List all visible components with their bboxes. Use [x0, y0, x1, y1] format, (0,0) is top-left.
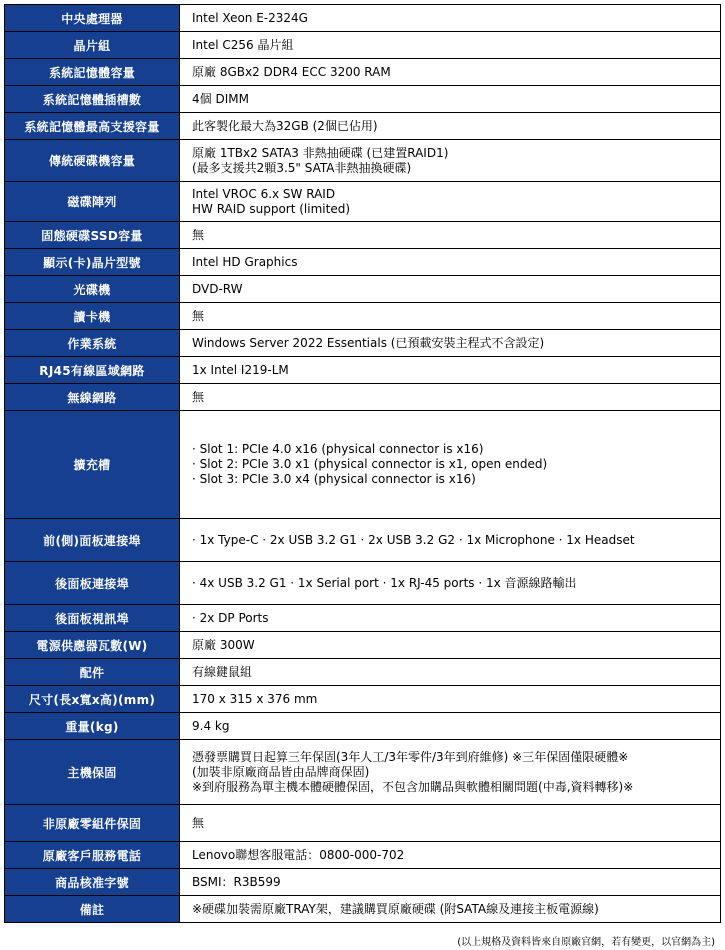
- spec-value: [180, 222, 721, 249]
- spec-value: [180, 896, 721, 923]
- spec-value: [180, 713, 721, 740]
- spec-label: 晶片組: [5, 32, 180, 59]
- spec-label: 系統記憶體最高支援容量: [5, 113, 180, 140]
- spec-value-line: 原廠 8GBx2 DDR4 ECC 3200 RAM: [192, 64, 391, 79]
- spec-value-line: · Slot 2: PCIe 3.0 x1 (physical connector is x1, open ended): [192, 457, 548, 471]
- spec-value: [180, 86, 721, 113]
- spec-value-line: DVD-RW: [192, 281, 243, 296]
- spec-row: [5, 713, 721, 740]
- spec-value-line: ※到府服務為單主機本體硬體保固，不包含加購品與軟體相關問題(中毒,資料轉移)※: [192, 779, 634, 794]
- spec-label: 前(側)面板連接埠: [5, 519, 180, 562]
- spec-value: [180, 303, 721, 330]
- spec-table: [4, 4, 721, 923]
- spec-value: [180, 249, 721, 276]
- spec-value-line: · 1x Type-C · 2x USB 3.2 G1 · 2x USB 3.2 G2 · 1x Microphone · 1x Headset: [192, 532, 635, 547]
- spec-row: [5, 805, 721, 842]
- spec-value-line: 有線鍵鼠組: [192, 664, 253, 679]
- spec-label: 原廠客戶服務電話: [5, 842, 180, 869]
- spec-row: [5, 32, 721, 59]
- spec-row: [5, 113, 721, 140]
- spec-row: [5, 140, 721, 182]
- spec-value-line: Intel C256 晶片組: [192, 37, 294, 52]
- spec-label: 讀卡機: [5, 303, 180, 330]
- spec-label: 作業系統: [5, 330, 180, 357]
- spec-value: [180, 605, 721, 632]
- spec-value: [180, 59, 721, 86]
- spec-table-body: [5, 5, 721, 923]
- spec-value: [180, 113, 721, 140]
- spec-row: [5, 740, 721, 805]
- spec-row: [5, 842, 721, 869]
- spec-value-line: 170 x 315 x 376 mm: [192, 691, 318, 706]
- spec-label: 無線網路: [5, 384, 180, 411]
- spec-row: [5, 222, 721, 249]
- spec-label: 磁碟陣列: [5, 182, 180, 222]
- spec-label: 商品核准字號: [5, 869, 180, 896]
- spec-value-line: BSMI：R3B599: [192, 874, 281, 889]
- spec-value-line: 原廠 300W: [192, 637, 255, 652]
- spec-row: [5, 562, 721, 605]
- spec-value-line: Intel Xeon E-2324G: [192, 10, 308, 25]
- spec-row: [5, 182, 721, 222]
- spec-value: [180, 32, 721, 59]
- spec-value: [180, 632, 721, 659]
- spec-label: 後面板連接埠: [5, 562, 180, 605]
- spec-row: [5, 357, 721, 384]
- spec-value-line: 無: [192, 308, 205, 323]
- spec-label: 重量(kg): [5, 713, 180, 740]
- spec-label: 配件: [5, 659, 180, 686]
- spec-value: [180, 384, 721, 411]
- spec-value: [180, 519, 721, 562]
- spec-value: [180, 869, 721, 896]
- spec-value-line: 此客製化最大為32GB (2個已佔用): [192, 118, 378, 133]
- spec-value: [180, 411, 721, 519]
- spec-value-line: 憑發票購買日起算三年保固(3年人工/3年零件/3年到府維修) ※三年保固僅限硬體※: [192, 749, 629, 764]
- spec-value-line: Windows Server 2022 Essentials (已預載安裝主程式不含設定): [192, 335, 545, 350]
- spec-label: 擴充槽: [5, 411, 180, 519]
- spec-value: [180, 276, 721, 303]
- spec-label: RJ45有線區域網路: [5, 357, 180, 384]
- spec-row: [5, 303, 721, 330]
- spec-value-line: · 2x DP Ports: [192, 610, 269, 625]
- spec-value: [180, 140, 721, 182]
- spec-row: [5, 411, 721, 519]
- footnote: (以上規格及資料皆來自原廠官網，若有變更，以官網為主): [457, 937, 715, 948]
- spec-label: 中央處理器: [5, 5, 180, 32]
- spec-value-line: HW RAID support (limited): [192, 201, 351, 216]
- spec-value: [180, 182, 721, 222]
- spec-row: [5, 659, 721, 686]
- spec-value-line: (加裝非原廠商品皆由品牌商保固): [192, 764, 370, 779]
- spec-value-line: 1x Intel I219-LM: [192, 362, 289, 377]
- spec-label: 顯示(卡)晶片型號: [5, 249, 180, 276]
- spec-row: [5, 5, 721, 32]
- spec-row: [5, 59, 721, 86]
- spec-value: [180, 805, 721, 842]
- spec-row: [5, 276, 721, 303]
- spec-label: 系統記憶體插槽數: [5, 86, 180, 113]
- spec-label: 電源供應器瓦數(W): [5, 632, 180, 659]
- spec-value: [180, 686, 721, 713]
- spec-value-line: 無: [192, 815, 205, 830]
- spec-value: [180, 659, 721, 686]
- spec-label: 光碟機: [5, 276, 180, 303]
- spec-label: 尺寸(長x寬x高)(mm): [5, 686, 180, 713]
- spec-value: [180, 330, 721, 357]
- spec-value: [180, 740, 721, 805]
- spec-row: [5, 686, 721, 713]
- spec-value-line: 4個 DIMM: [192, 91, 249, 106]
- spec-value: [180, 842, 721, 869]
- spec-value-line: Intel VROC 6.x SW RAID: [192, 186, 336, 201]
- spec-value-line: Lenovo聯想客服電話：0800-000-702: [192, 847, 405, 862]
- spec-label: 系統記憶體容量: [5, 59, 180, 86]
- spec-value-line: 原廠 1TBx2 SATA3 非熱抽硬碟 (已建置RAID1): [192, 145, 449, 160]
- spec-value-line: 無: [192, 227, 205, 242]
- spec-label: 主機保固: [5, 740, 180, 805]
- spec-value: [180, 357, 721, 384]
- spec-row: [5, 605, 721, 632]
- spec-value-line: (最多支援共2顆3.5" SATA非熱抽換硬碟): [192, 160, 412, 175]
- spec-row: [5, 330, 721, 357]
- spec-row: [5, 869, 721, 896]
- spec-label: 後面板視訊埠: [5, 605, 180, 632]
- spec-value: [180, 5, 721, 32]
- spec-label: 非原廠零組件保固: [5, 805, 180, 842]
- spec-value-line: ※硬碟加裝需原廠TRAY架，建議購買原廠硬碟 (附SATA線及連接主板電源線): [192, 901, 599, 916]
- spec-row: [5, 86, 721, 113]
- spec-value-line: 無: [192, 389, 205, 404]
- spec-value-line: · Slot 3: PCIe 3.0 x4 (physical connector is x16): [192, 472, 476, 486]
- spec-label: 備註: [5, 896, 180, 923]
- spec-value-line: · Slot 1: PCIe 4.0 x16 (physical connector is x16): [192, 442, 484, 456]
- spec-value-line: 9.4 kg: [192, 718, 230, 733]
- spec-row: [5, 249, 721, 276]
- spec-row: [5, 519, 721, 562]
- spec-value-line: Intel HD Graphics: [192, 254, 298, 269]
- spec-label: 傳統硬碟機容量: [5, 140, 180, 182]
- spec-row: [5, 896, 721, 923]
- spec-value: [180, 562, 721, 605]
- spec-row: [5, 632, 721, 659]
- spec-row: [5, 384, 721, 411]
- spec-label: 固態硬碟SSD容量: [5, 222, 180, 249]
- spec-value-line: · 4x USB 3.2 G1 · 1x Serial port · 1x RJ-45 ports · 1x 音源線路輸出: [192, 575, 577, 590]
